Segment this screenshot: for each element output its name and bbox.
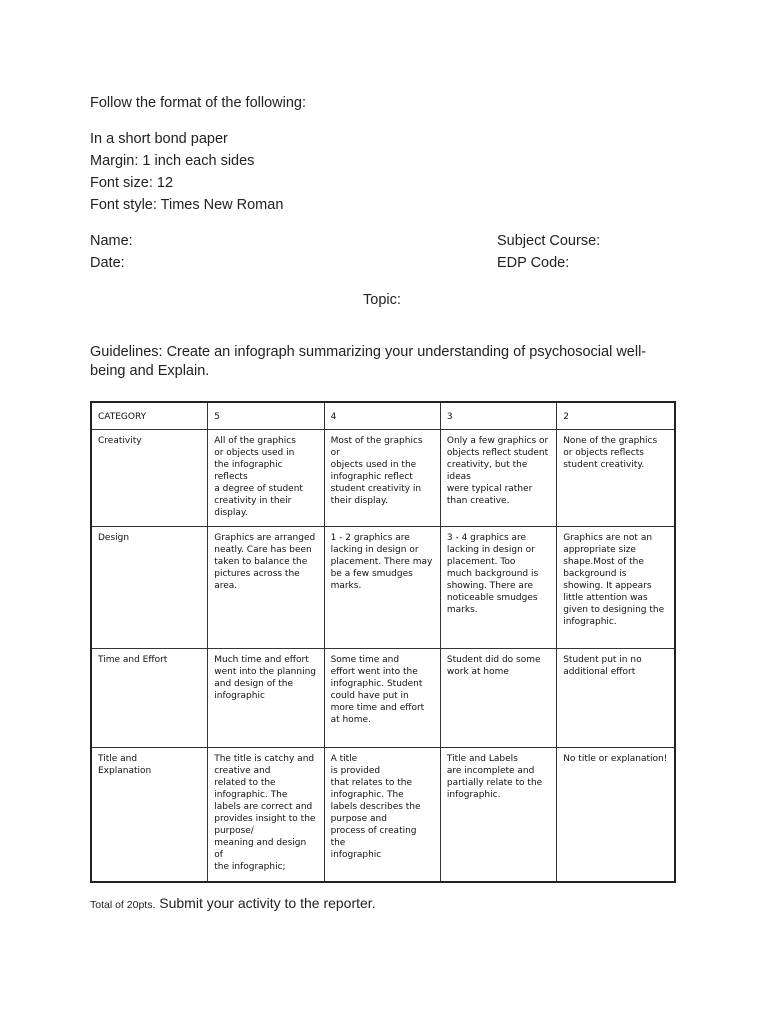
criteria-cell: Title and Labels are incomplete and partially relate to the infographic.	[440, 747, 556, 882]
total-points: Total of 20pts.	[90, 899, 156, 911]
category-cell: Title and Explanation	[91, 747, 208, 882]
criteria-cell: Most of the graphics or objects used in the infographic reflect student creativity in their display.	[324, 429, 440, 526]
header-score-3: 3	[440, 402, 556, 429]
header-score-2: 2	[557, 402, 675, 429]
category-cell: Time and Effort	[91, 648, 208, 747]
edp-code-field-label: EDP Code:	[497, 255, 570, 271]
table-row	[91, 747, 675, 882]
page-heading: Follow the format of the following:	[90, 95, 306, 111]
guidelines-paragraph: Guidelines: Create an infograph summarizing your understanding of psychosocial well-being and Explain.	[90, 344, 647, 379]
criteria-cell: 1 - 2 graphics are lacking in design or placement. There may be a few smudges marks.	[324, 526, 440, 648]
criteria-cell: Some time and effort went into the infographic. Student could have put in more time and effort at home.	[324, 648, 440, 747]
criteria-cell: 3 - 4 graphics are lacking in design or placement. Too much background is showing. There are noticeable smudges marks.	[440, 526, 556, 648]
criteria-cell: Graphics are arranged neatly. Care has been taken to balance the pictures across the area.	[208, 526, 324, 648]
subject-course-field-label: Subject Course:	[497, 233, 601, 249]
date-field-label: Date:	[90, 255, 125, 271]
criteria-cell: Much time and effort went into the planning and design of the infographic	[208, 648, 324, 747]
criteria-cell: No title or explanation!	[557, 747, 675, 882]
criteria-cell: Only a few graphics or objects reflect student creativity, but the ideas were typical rather than creative.	[440, 429, 556, 526]
category-cell: Creativity	[91, 429, 208, 526]
topic-field-label: Topic:	[363, 292, 401, 308]
category-cell: Design	[91, 526, 208, 648]
header-score-4: 4	[324, 402, 440, 429]
table-header-row	[91, 402, 675, 429]
spec-font-style: Font style: Times New Roman	[90, 197, 284, 213]
spec-font-size: Font size: 12	[90, 175, 174, 191]
criteria-cell: Graphics are not an appropriate size shape.Most of the background is showing. It appears little attention was given to designing the infographic.	[557, 526, 675, 648]
table-row	[91, 429, 675, 526]
criteria-cell: All of the graphics or objects used in the infographic reflects a degree of student creativity in their display.	[208, 429, 324, 526]
spec-margin: Margin: 1 inch each sides	[90, 153, 255, 169]
table-row	[91, 526, 675, 648]
criteria-cell: None of the graphics or objects reflects student creativity.	[557, 429, 675, 526]
header-score-5: 5	[208, 402, 324, 429]
rubric-table	[90, 401, 676, 883]
name-field-label: Name:	[90, 233, 133, 249]
criteria-cell: The title is catchy and creative and related to the infographic. The labels are correct and provides insight to the purpose/ meaning and design of the infographic;	[208, 747, 324, 882]
header-category: CATEGORY	[91, 402, 208, 429]
footer-note	[90, 895, 376, 913]
spec-paper: In a short bond paper	[90, 131, 228, 147]
table-row	[91, 648, 675, 747]
criteria-cell: Student put in no additional effort	[557, 648, 675, 747]
submit-instruction: Submit your activity to the reporter.	[155, 895, 376, 911]
criteria-cell: Student did do some work at home	[440, 648, 556, 747]
criteria-cell: A title is provided that relates to the infographic. The labels describes the purpose and process of creating the infographic	[324, 747, 440, 882]
